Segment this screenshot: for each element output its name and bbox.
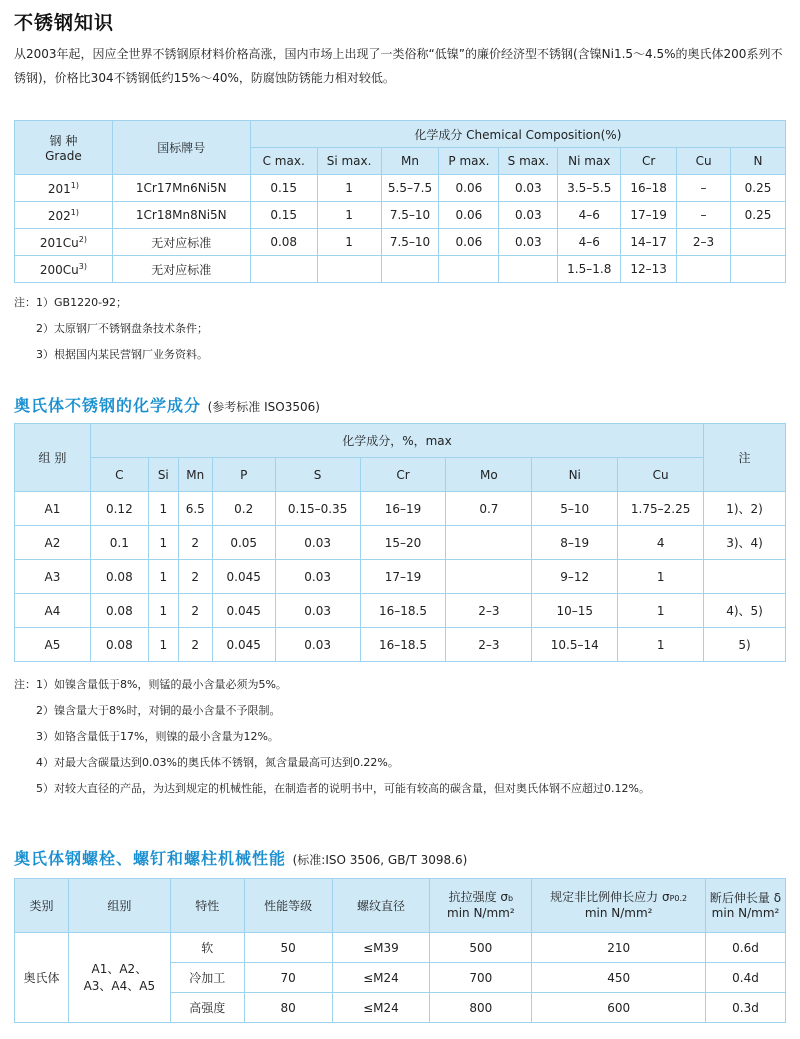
- element-cell: 1: [148, 560, 178, 594]
- grade-class-header: 性能等级: [244, 879, 332, 933]
- tensile-cell: 500: [430, 933, 532, 963]
- chem-col-header: Ni max: [558, 148, 621, 175]
- chem-cell: 7.5–10: [381, 229, 439, 256]
- note-line: 注：1）如镍含量低于8%，则锰的最小含量必须为5%。: [14, 678, 287, 691]
- section2-title-text: 奥氏体不锈钢的化学成分: [14, 396, 202, 415]
- table-row: [15, 175, 786, 202]
- chem-cell: [439, 256, 499, 283]
- chem-cell: [677, 256, 731, 283]
- element-cell: 2–3: [446, 594, 532, 628]
- chem-cell: [317, 256, 381, 283]
- chem-col-header: Cr: [621, 148, 677, 175]
- element-cell: 2: [178, 560, 212, 594]
- note-line: 5）对较大直径的产品，为达到规定的机械性能，在制造者的说明书中，可能有较高的碳含量，但对奥氏体钢不应超过0.12%。: [36, 782, 650, 795]
- chem-cell: 0.25: [731, 175, 786, 202]
- element-col-header: C: [90, 458, 148, 492]
- element-col-header: Si: [148, 458, 178, 492]
- element-cell: 0.15–0.35: [275, 492, 360, 526]
- element-cell: 6.5: [178, 492, 212, 526]
- element-col-header: Cr: [360, 458, 446, 492]
- tensile-label: 抗拉强度 σ: [448, 890, 508, 904]
- element-cell: 0.05: [212, 526, 275, 560]
- thread-header: 螺纹直径: [332, 879, 430, 933]
- chem-cell: 14–17: [621, 229, 677, 256]
- section2-subtitle: (参考标准 ISO3506): [207, 400, 320, 414]
- table-row: [15, 628, 786, 662]
- national-cell: 1Cr18Mn8Ni5N: [112, 202, 250, 229]
- grade-footnote-ref: 3): [78, 261, 87, 271]
- note-line: 2）镍含量大于8%时，对铜的最小含量不予限制。: [36, 704, 281, 717]
- chem-col-header: P max.: [439, 148, 499, 175]
- national-cell: 无对应标准: [112, 256, 250, 283]
- grade-value: 202: [47, 208, 71, 223]
- element-cell: 1: [148, 492, 178, 526]
- group-cell: A3: [15, 560, 91, 594]
- chem-col-header: N: [731, 148, 786, 175]
- element-cell: 5–10: [532, 492, 618, 526]
- national-cell: 无对应标准: [112, 229, 250, 256]
- chem-cell: 0.03: [499, 175, 558, 202]
- chem-header: 化学成分 Chemical Composition(%): [250, 121, 785, 148]
- chem-cell: 1: [317, 229, 381, 256]
- group-cell: A1: [15, 492, 91, 526]
- note-cell: [704, 560, 786, 594]
- element-cell: [446, 526, 532, 560]
- element-cell: 9–12: [532, 560, 618, 594]
- section3-title: [14, 846, 467, 869]
- group-cell: A5: [15, 628, 91, 662]
- chem-cell: [731, 256, 786, 283]
- note-line: 3）如铬含量低于17%，则镍的最小含量为12%。: [36, 730, 279, 743]
- property-header: 特性: [170, 879, 244, 933]
- category-cell: 奥氏体: [15, 933, 69, 1023]
- elong-cell: 0.3d: [706, 993, 786, 1023]
- note-header: 注: [704, 424, 786, 492]
- element-cell: 0.1: [90, 526, 148, 560]
- thread-cell: ≤M39: [332, 933, 430, 963]
- grade-cell: [15, 175, 113, 202]
- element-cell: 0.03: [275, 526, 360, 560]
- element-cell: 2–3: [446, 628, 532, 662]
- element-cell: 1: [618, 560, 704, 594]
- element-col-header: Cu: [618, 458, 704, 492]
- table-row: [15, 229, 786, 256]
- element-cell: 0.03: [275, 594, 360, 628]
- element-cell: 1: [148, 628, 178, 662]
- chem-cell: 1: [317, 175, 381, 202]
- group-cell: A2: [15, 526, 91, 560]
- chem-cell: 0.06: [439, 229, 499, 256]
- chem-col-header: Mn: [381, 148, 439, 175]
- chem-cell: –: [677, 175, 731, 202]
- table-row: [15, 594, 786, 628]
- yield-unit: min N/mm²: [584, 906, 653, 920]
- elongation-header: [706, 879, 786, 933]
- chem-cell: 4–6: [558, 202, 621, 229]
- element-cell: 1: [618, 628, 704, 662]
- element-cell: 15–20: [360, 526, 446, 560]
- yield-cell: 210: [532, 933, 706, 963]
- grade-cell: [15, 256, 113, 283]
- property-cell: 冷加工: [170, 963, 244, 993]
- element-cell: 10.5–14: [532, 628, 618, 662]
- table-row: [15, 560, 786, 594]
- chem-col-header: Cu: [677, 148, 731, 175]
- element-cell: 2: [178, 594, 212, 628]
- element-cell: 17–19: [360, 560, 446, 594]
- chem-cell: 7.5–10: [381, 202, 439, 229]
- element-cell: 16–18.5: [360, 628, 446, 662]
- yield-label: 规定非比例伸长应力 σ: [550, 890, 670, 904]
- chem-cell: 4–6: [558, 229, 621, 256]
- element-col-header: Mo: [446, 458, 532, 492]
- chem-cell: 5.5–7.5: [381, 175, 439, 202]
- element-cell: 0.08: [90, 628, 148, 662]
- yield-cell: 450: [532, 963, 706, 993]
- element-cell: 0.03: [275, 560, 360, 594]
- element-cell: 1: [618, 594, 704, 628]
- chem-cell: [381, 256, 439, 283]
- table-row: [15, 492, 786, 526]
- element-cell: 0.08: [90, 594, 148, 628]
- element-cell: 16–19: [360, 492, 446, 526]
- element-col-header: Mn: [178, 458, 212, 492]
- yield-subscript: P0.2: [669, 894, 688, 903]
- chem-cell: 1: [317, 202, 381, 229]
- low-nickel-composition-table: [14, 120, 786, 283]
- table-row: [15, 256, 786, 283]
- chem-cell: [250, 256, 317, 283]
- chem-col-header: C max.: [250, 148, 317, 175]
- group-header: 组别: [68, 879, 170, 933]
- element-cell: 0.7: [446, 492, 532, 526]
- note-line: 2）太原钢厂不锈钢盘条技术条件；: [36, 322, 208, 335]
- element-cell: 0.045: [212, 628, 275, 662]
- chem-cell: 2–3: [677, 229, 731, 256]
- element-cell: 0.045: [212, 594, 275, 628]
- grade-value: 200Cu: [39, 262, 79, 277]
- grade-cell: [15, 229, 113, 256]
- chem-cell: 0.03: [499, 229, 558, 256]
- note-line: 注：1）GB1220-92；: [14, 296, 128, 309]
- grade-header-en: Grade: [45, 149, 82, 163]
- element-col-header: Ni: [532, 458, 618, 492]
- tensile-cell: 700: [430, 963, 532, 993]
- note-line: 4）对最大含碳量达到0.03%的奥氏体不锈钢，氮含量最高可达到0.22%。: [36, 756, 399, 769]
- chem-cell: 0.08: [250, 229, 317, 256]
- chem-col-header: S max.: [499, 148, 558, 175]
- mechanical-properties-table: [14, 878, 786, 1023]
- grade-header-cn: 钢 种: [49, 134, 78, 148]
- elongation-unit: min N/mm²: [711, 905, 780, 920]
- table1-notes: [14, 290, 208, 368]
- chem-cell: 3.5–5.5: [558, 175, 621, 202]
- chem-cell: –: [677, 202, 731, 229]
- note-line: 3）根据国内某民营钢厂业务资料。: [36, 348, 208, 361]
- chem-cell: 16–18: [621, 175, 677, 202]
- grade-cell: 70: [244, 963, 332, 993]
- thread-cell: ≤M24: [332, 963, 430, 993]
- national-cell: 1Cr17Mn6Ni5N: [112, 175, 250, 202]
- element-cell: 0.045: [212, 560, 275, 594]
- grade-cell: 80: [244, 993, 332, 1023]
- tensile-unit: min N/mm²: [447, 906, 515, 920]
- group-cell: A1、A2、 A3、A4、A5: [68, 933, 170, 1023]
- note-cell: 1)、2): [704, 492, 786, 526]
- element-cell: 0.12: [90, 492, 148, 526]
- grade-value: 201: [47, 181, 71, 196]
- element-cell: 1: [148, 526, 178, 560]
- element-col-header: S: [275, 458, 360, 492]
- grade-footnote-ref: 1): [70, 180, 79, 190]
- elongation-label: 断后伸长量 δ: [709, 890, 782, 905]
- property-cell: 高强度: [170, 993, 244, 1023]
- table-row: [15, 202, 786, 229]
- chem-cell: 0.15: [250, 175, 317, 202]
- element-cell: 10–15: [532, 594, 618, 628]
- chem-cell: 0.03: [499, 202, 558, 229]
- table-row: [15, 933, 786, 963]
- section2-title: [14, 393, 320, 416]
- elong-cell: 0.6d: [706, 933, 786, 963]
- intro-paragraph: 从2003年起，因应全世界不锈钢原材料价格高涨，国内市场上出现了一类俗称“低镍”的廉价经济型不锈钢(含镍Ni1.5～4.5%的奥氏体200系列不锈钢)，价格比304不锈钢低约15%～40%，防腐蚀防锈能力相对较低。: [14, 47, 783, 85]
- table2-notes: [14, 672, 650, 802]
- group-header: 组 别: [15, 424, 91, 492]
- tensile-subscript: b: [508, 894, 514, 903]
- grade-header: [15, 121, 113, 175]
- note-cell: 4)、5): [704, 594, 786, 628]
- chem-cell: 0.15: [250, 202, 317, 229]
- chem-cell: [499, 256, 558, 283]
- chem-cell: 0.25: [731, 202, 786, 229]
- chem-max-header: 化学成分，%，max: [90, 424, 703, 458]
- element-cell: 8–19: [532, 526, 618, 560]
- element-cell: [446, 560, 532, 594]
- national-header: 国标牌号: [112, 121, 250, 175]
- thread-cell: ≤M24: [332, 993, 430, 1023]
- group-cell: A4: [15, 594, 91, 628]
- austenitic-composition-table: [14, 423, 786, 662]
- element-cell: 2: [178, 628, 212, 662]
- element-cell: 4: [618, 526, 704, 560]
- chem-cell: [731, 229, 786, 256]
- element-col-header: P: [212, 458, 275, 492]
- element-cell: 1: [148, 594, 178, 628]
- element-cell: 0.2: [212, 492, 275, 526]
- section3-subtitle: (标准:ISO 3506, GB/T 3098.6): [292, 853, 468, 867]
- grade-cell: [15, 202, 113, 229]
- property-cell: 软: [170, 933, 244, 963]
- tensile-cell: 800: [430, 993, 532, 1023]
- element-cell: 2: [178, 526, 212, 560]
- chem-col-header: Si max.: [317, 148, 381, 175]
- grade-footnote-ref: 2): [78, 234, 87, 244]
- page-title: 不锈钢知识: [14, 12, 115, 34]
- table-row: [15, 526, 786, 560]
- grade-value: 201Cu: [39, 235, 79, 250]
- chem-cell: 1.5–1.8: [558, 256, 621, 283]
- yield-cell: 600: [532, 993, 706, 1023]
- elong-cell: 0.4d: [706, 963, 786, 993]
- grade-footnote-ref: 1): [70, 207, 79, 217]
- tensile-header: [430, 879, 532, 933]
- grade-cell: 50: [244, 933, 332, 963]
- chem-cell: 0.06: [439, 175, 499, 202]
- yield-header: [532, 879, 706, 933]
- chem-cell: 0.06: [439, 202, 499, 229]
- note-cell: 3)、4): [704, 526, 786, 560]
- element-cell: 1.75–2.25: [618, 492, 704, 526]
- element-cell: 0.08: [90, 560, 148, 594]
- chem-cell: 17–19: [621, 202, 677, 229]
- category-header: 类别: [15, 879, 69, 933]
- note-cell: 5): [704, 628, 786, 662]
- element-cell: 0.03: [275, 628, 360, 662]
- section3-title-text: 奥氏体钢螺栓、螺钉和螺柱机械性能: [14, 849, 287, 868]
- chem-cell: 12–13: [621, 256, 677, 283]
- element-cell: 16–18.5: [360, 594, 446, 628]
